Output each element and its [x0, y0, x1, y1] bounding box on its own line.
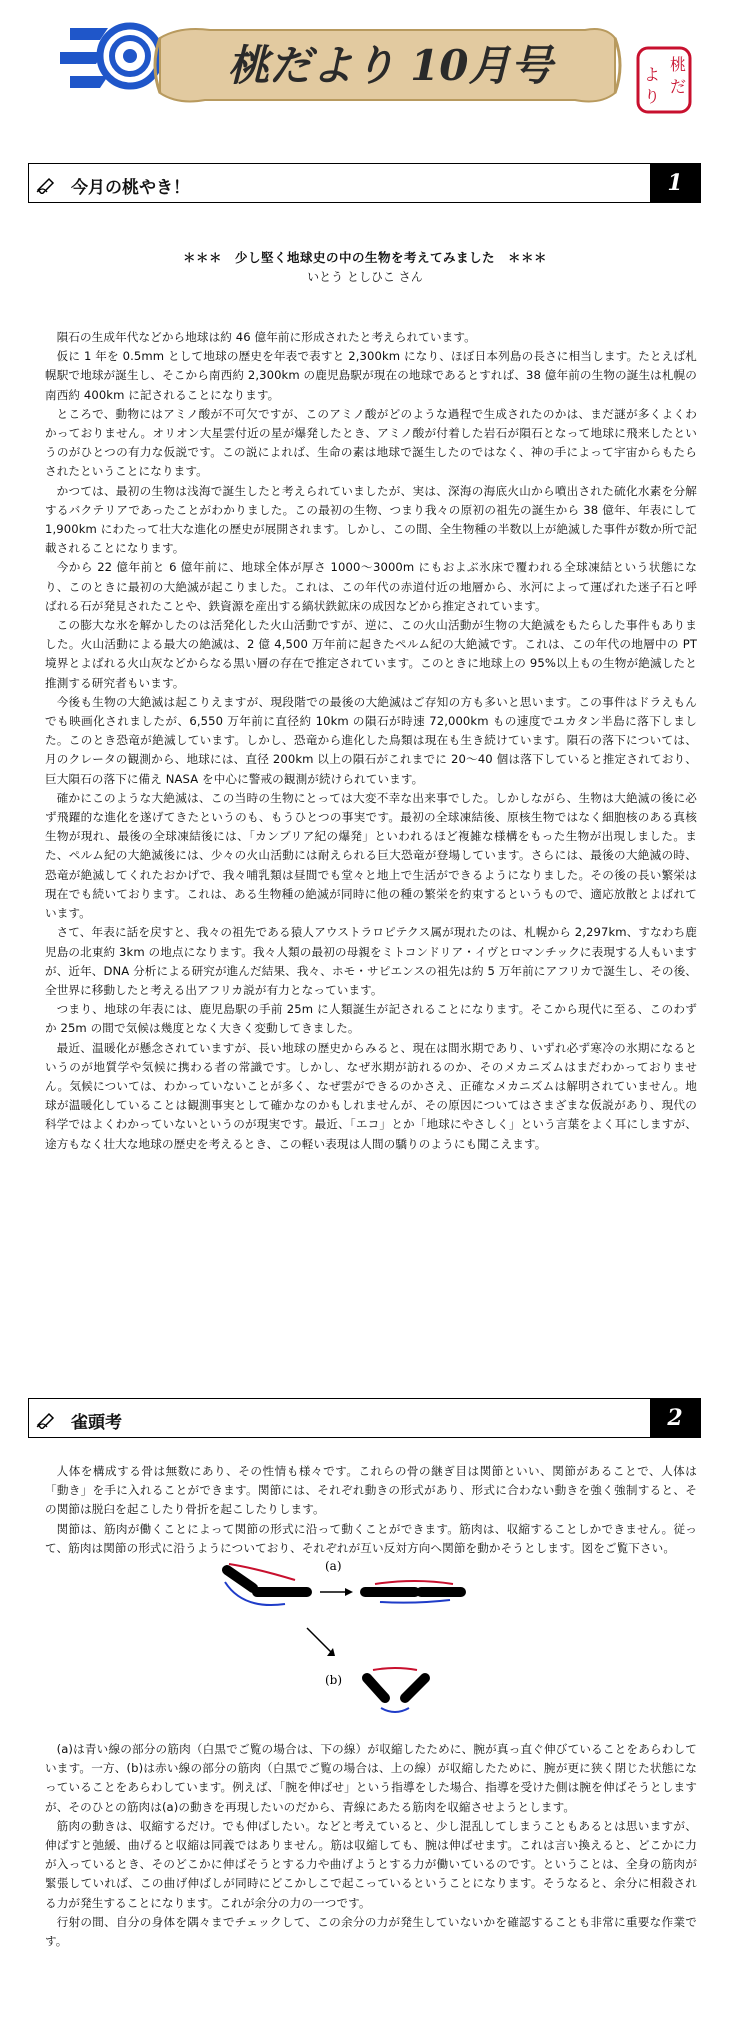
svg-text:だ: だ — [669, 77, 687, 96]
label-a: (a) — [325, 1559, 342, 1573]
svg-text:桃: 桃 — [669, 55, 687, 74]
paragraph: 関節は、筋肉が働くことによって関節の形式に沿って動くことができます。筋肉は、収縮することしかできません。従って、筋肉は関節の形式に沿うようについており、それぞれが互い反対方向へ関節を動かそうとします。図をご覧下さい。 — [45, 1521, 697, 1555]
article-body — [45, 328, 697, 1154]
paragraph: (a)は青い線の部分の筋肉（白黒でご覧の場合は、下の線）が収縮したために、腕が真っ直ぐ伸びていることをあらわしています。一方、(b)は赤い線の部分の筋肉（白黒でご覧の場合は、上の線）が収縮したために、腕が更に狭く閉じた状態になっていることをあらわしています。例えば、「腕を伸ばせ」という指導をした場合、指導を受けた側は腕を伸ばそうとしますが、そのひとの筋肉は(a)の動きを再現したいのだから、青線にあたる筋肉を収縮させようとします。 — [45, 1742, 697, 1814]
section-header-1 — [28, 163, 701, 203]
paragraph: 確かにこのような大絶滅は、この当時の生物にとっては大変不幸な出来事でした。しかしながら、生物は大絶滅の後に必ず飛躍的な進化を遂げてきたというのも、もうひとつの事実です。最初の全球凍結後、原核生物ではなく細胞核のある真核生物が現れ、最後の全球凍結後には、「カンブリア紀の爆発」といわれるほど複雑な様構をもった生物が出現しました。また、ペルム紀の大絶滅後には、少々の火山活動には耐えられる巨大恐竜が登場しています。さらには、最後の大絶滅の時、恐竜が絶滅してくれたおかげで、我々哺乳類は昼間でも堂々と地上で生活ができるようになりました。その後の長い繁栄は現在でも続いております。これは、ある生物種の絶滅が同時に他の種の繁栄を約束するというもので、適応放散とよばれています。 — [45, 790, 697, 921]
arm-closed — [367, 1668, 425, 1712]
paragraph: さて、年表に話を戻すと、我々の祖先である猿人アウストラロピテクス属が現れたのは、札幌から 2,297km、すなわち鹿児島の北東約 3km の地点になります。我々人類の最初の母親をミトコンドリア・イヴとロマンチックに表現する人もいますが、近年、DNA 分析による研究が進んだ結果、我々、ホモ・サピエンスの祖先は約 5 万年前にアフリカで誕生し、その後、全世界に移動したと考える出アフリカ説が有力となっています。 — [45, 925, 697, 997]
paragraph: 人体を構成する骨は無数にあり、その性情も様々です。これらの骨の継ぎ目は関節といい、関節があることで、人体は「動き」を手に入れることができます。関節には、それぞれ動きの形式があり、形式に合わない動きを強く強制すると、その関節は脱臼を起こしたり骨折を起こしたりします。 — [45, 1464, 697, 1517]
label-b: (b) — [325, 1673, 343, 1687]
paragraph: つまり、地球の年表には、鹿児島駅の手前 25m に人類誕生が記されることになります。そこから現代に至る、このわずか 25m の間で気候は幾度となく大きく変動してきました。 — [45, 1002, 697, 1036]
header-banner — [30, 8, 695, 118]
svg-text:よ: よ — [643, 65, 661, 84]
pen-icon — [35, 1409, 59, 1429]
paragraph: 今から 22 億年前と 6 億年前に、地球全体が厚さ 1000～3000m にもおよぶ氷床で覆われる全球凍結という状態になり、このときに最初の大絶滅が起こりました。これは、この年代の赤道付近の地層から、氷河によって運ばれた迷子石と呼ばれる石が発見されたことや、鉄資源を産出する縞状鉄鉱床の成因などから推定されています。 — [45, 560, 697, 613]
joint-muscle-diagram — [215, 1548, 475, 1728]
article-body-2a — [45, 1462, 697, 1558]
section-title: 雀頭考 — [71, 1413, 122, 1433]
arm-straight — [365, 1581, 461, 1603]
paragraph: 最近、温暖化が懸念されていますが、長い地球の歴史からみると、現在は間氷期であり、いずれ必ず寒冷の氷期になるというのが地質学や気候に携わる者の常識です。しかし、なぜ氷期が訪れるのか、そのメカニズムはまだわかっておりません。気候については、わかっていないことが多く、なぜ雲ができるのかさえ、正確なメカニズムは解明されていません。地球が温暖化していることは観測事実として確かなのかもしれませんが、その原因についてはさまざまな仮説があり、現代の科学ではよくわかっていないというのが現実です。最近、「エコ」とか「地球にやさしく」という言葉をよく耳にしますが、途方もなく壮大な地球の歴史を考えるとき、この軽い表現は人間の驕りのようにも聞こえます。 — [45, 1040, 697, 1151]
pen-icon — [35, 174, 59, 194]
svg-text:り: り — [643, 87, 661, 106]
target-arrow-logo — [60, 26, 160, 88]
section-header-2 — [28, 1398, 701, 1438]
paragraph: 隕石の生成年代などから地球は約 46 億年前に形成されたと考えられています。 — [56, 330, 476, 344]
paragraph: 仮に 1 年を 0.5mm として地球の歴史を年表で表すと 2,300km になり、ほぼ日本列島の長さに相当します。たとえば札幌駅で地球が誕生し、そこから南西約 2,300km の鹿児島駅が現在の地球であるとすれば、38 億年前の生物の誕生は札幌の南西約 400km に記されることになります。 — [45, 349, 697, 402]
section-number: 2 — [650, 1399, 700, 1437]
article-author: いとう としひこ さん — [307, 270, 423, 284]
article-body-2b — [45, 1740, 697, 1951]
paragraph: 今後も生物の大絶滅は起こりえますが、現段階での最後の大絶滅はご存知の方も多いと思います。この事件はドラえもんでも映画化されましたが、6,550 万年前に直径約 10km の隕石が時速 72,000km もの速度でユカタン半島に落下しました。このとき恐竜が絶滅しています。しかし、恐竜から進化した鳥類は現在も生き続けています。隕石の落下については、月のクレータの観測から、地球には、直径 200km 以上の隕石がこれまでに 20～40 個は落下していると推定されており、巨大隕石の落下に備え NASA を中心に警戒の観測が続けられています。 — [45, 694, 697, 786]
paragraph: ところで、動物にはアミノ酸が不可欠ですが、このアミノ酸がどのような過程で生成されたのかは、まだ謎が多くよくわかっておりません。オリオン大星雲付近の星が爆発したとき、アミノ酸が付着した岩石が隕石となって地球に飛来したというのがひとつの有力な仮説です。この説によれば、生命の素は地球で誕生したのではなく、神の手によって宇宙からもたらされたということになります。 — [45, 406, 697, 479]
paragraph: この膨大な氷を解かしたのは活発化した火山活動ですが、逆に、この火山活動が生物の大絶滅をもたらした事件もありました。火山活動による最大の絶滅は、2 億 4,500 万年前に起きたペルム紀の大絶滅です。これは、この年代の地層中の PT 境界とよばれる火山灰などからなる黒い層の存在で推定されています。このときに地球上の 95%以上もの生物が絶滅したと推測する研究者もいます。 — [45, 618, 697, 690]
section-number: 1 — [650, 164, 700, 202]
section-title: 今月の桃やき！ — [71, 178, 190, 198]
seal-stamp — [638, 48, 690, 112]
newsletter-title: 桃だより 10月号 — [227, 41, 553, 90]
arrow-b — [307, 1628, 331, 1652]
paragraph: かつては、最初の生物は浅海で誕生したと考えられていましたが、実は、深海の海底火山から噴出された硫化水素を分解するバクテリアであったことがわかりました。この最初の生物、つまり我々の原初の祖先の誕生から 38 億年、年表にして 1,900km にわたって壮大な進化の歴史が展開されます。しかし、この間、全生物種の半数以上が絶滅した事件が数か所で記載されることになります。 — [45, 483, 697, 556]
arm-bent — [225, 1564, 307, 1605]
article-heading: ＊＊＊ 少し堅く地球史の中の生物を考えてみました ＊＊＊ — [182, 250, 547, 265]
paragraph: 行射の間、自分の身体を隅々までチェックして、この余分の力が発生していないかを確認することも非常に重要な作業です。 — [45, 1914, 697, 1949]
paragraph: 筋肉の動きは、収縮するだけ。でも伸ばしたい。などと考えていると、少し混乱してしまうこともあるとは思いますが、伸ばすと弛緩、曲げると収縮は同義ではありません。筋は収縮しても、腕は伸ばせます。これは言い換えると、どこかに力が入っているとき、そのどこかに伸ばそうとする力や曲げようとする力が働いているのです。ということは、全身の筋肉が緊張していれば、この曲げ伸ばしが同時にどこかしこで起こっているということになります。そうなると、余分に相殺される力が発生することになります。これが余分の力の一つです。 — [45, 1818, 697, 1910]
